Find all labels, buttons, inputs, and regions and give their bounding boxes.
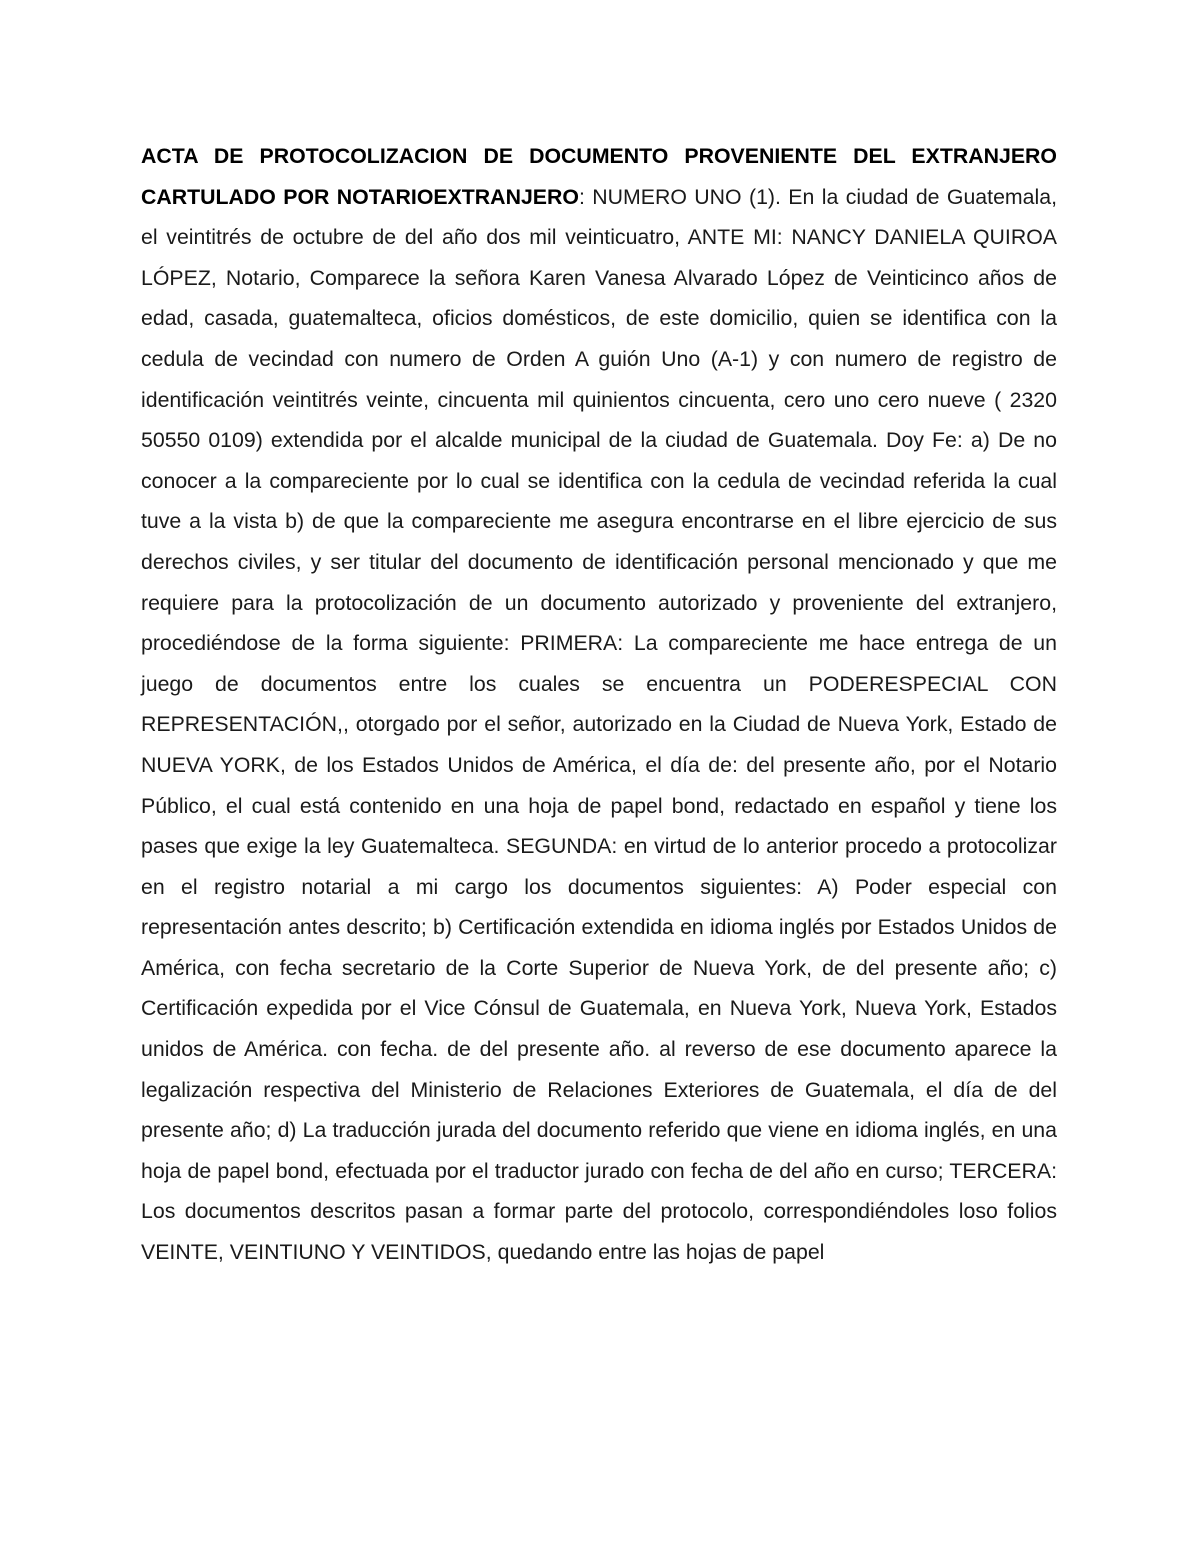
document-paragraph xyxy=(141,136,1057,1273)
document-heading: ACTA DE PROTOCOLIZACION DE DOCUMENTO PROVENIENTE DEL EXTRANJERO CARTULADO POR NOTARIOEXTRANJERO xyxy=(141,144,1057,209)
document-body-text: : NUMERO UNO (1). En la ciudad de Guatemala, el veintitrés de octubre de del año dos mil veinticuatro, ANTE MI: NANCY DANIELA QUIROA LÓPEZ, Notario, Comparece la señora Karen Vanesa Alvarado López de Veinticinco años de edad, casada, guatemalteca, oficios domésticos, de este domicilio, quien se identifica con la cedula de vecindad con numero de Orden A guión Uno (A-1) y con numero de registro de identificación veintitrés veinte, cincuenta mil quinientos cincuenta, cero uno cero nueve ( 2320 50550 0109) extendida por el alcalde municipal de la ciudad de Guatemala. Doy Fe: a) De no conocer a la compareciente por lo cual se identifica con la cedula de vecindad referida la cual tuve a la vista b) de que la compareciente me asegura encontrarse en el libre ejercicio de sus derechos civiles, y ser titular del documento de identificación personal mencionado y que me requiere para la protocolización de un documento autorizado y proveniente del extranjero, procediéndose de la forma siguiente: PRIMERA: La compareciente me hace entrega de un juego de documentos entre los cuales se encuentra un PODERESPECIAL CON REPRESENTACIÓN,, otorgado por el señor, autorizado en la Ciudad de Nueva York, Estado de NUEVA YORK, de los Estados Unidos de América, el día de: del presente año, por el Notario Público, el cual está contenido en una hoja de papel bond, redactado en español y tiene los pases que exige la ley Guatemalteca. SEGUNDA: en virtud de lo anterior procedo a protocolizar en el registro notarial a mi cargo los documentos siguientes: A) Poder especial con representación antes descrito; b) Certificación extendida en idioma inglés por Estados Unidos de América, con fecha secretario de la Corte Superior de Nueva York, de del presente año; c) Certificación expedida por el Vice Cónsul de Guatemala, en Nueva York, Nueva York, Estados unidos de América. con fecha. de del presente año. al reverso de ese documento aparece la legalización respectiva del Ministerio de Relaciones Exteriores de Guatemala, el día de del presente año; d) La traducción jurada del documento referido que viene en idioma inglés, en una hoja de papel bond, efectuada por el traductor jurado con fecha de del año en curso; TERCERA: Los documentos descritos pasan a formar parte del protocolo, correspondiéndoles loso folios VEINTE, VEINTIUNO Y VEINTIDOS, quedando entre las hojas de papel xyxy=(141,184,1057,1265)
